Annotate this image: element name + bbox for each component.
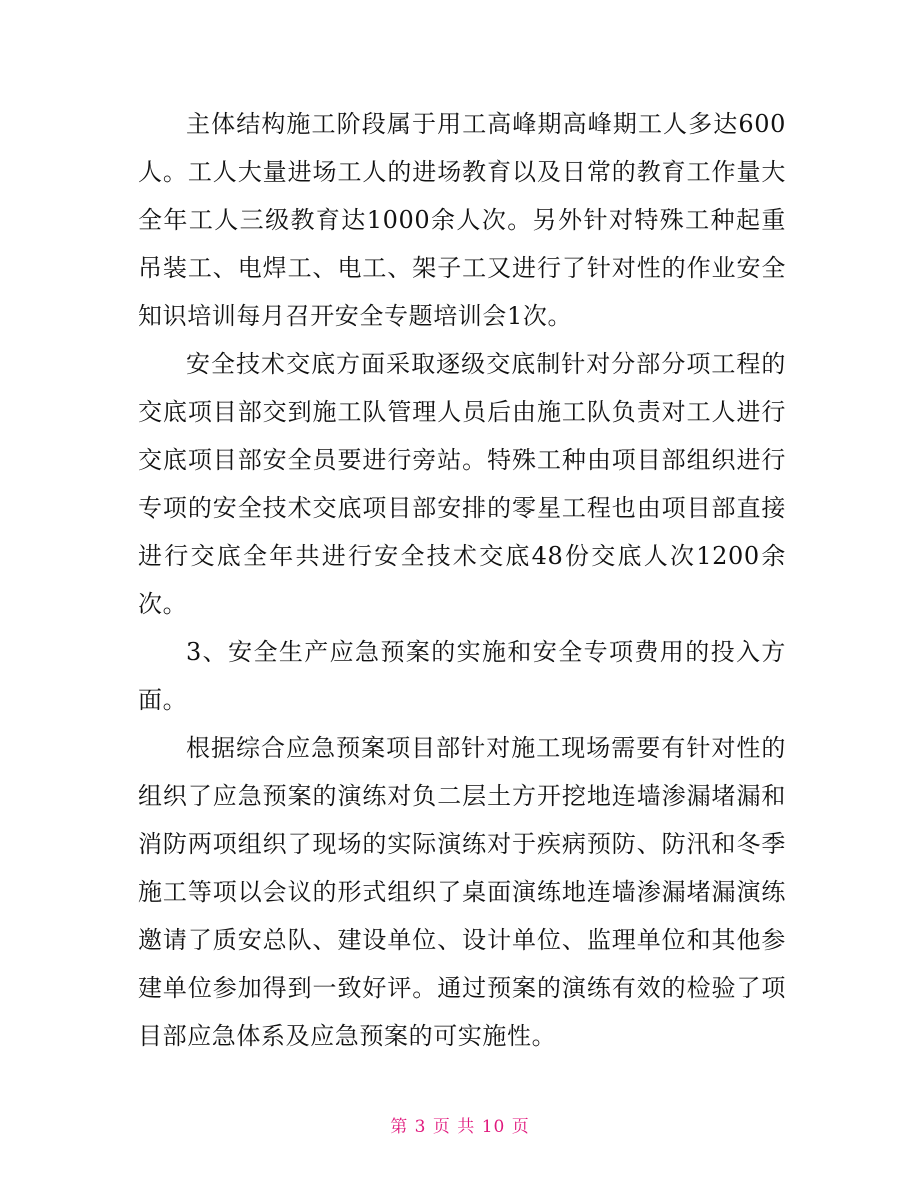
paragraph-emergency-plan: 根据综合应急预案项目部针对施工现场需要有针对性的组织了应急预案的演练对负二层土方开挖地连墙渗漏堵漏和消防两项组织了现场的实际演练对于疾病预防、防汛和冬季施工等项以会议的形式组织了桌面演练地连墙渗漏堵漏演练邀请了质安总队、建设单位、设计单位、监理单位和其他参建单位参加得到一致好评。通过预案的演练有效的检验了项目部应急体系及应急预案的可实施性。: [138, 734, 786, 1050]
paragraph-training: 主体结构施工阶段属于用工高峰期高峰期工人多达600人。工人大量进场工人的进场教育以及日常的教育工作量大全年工人三级教育达1000余人次。另外针对特殊工种起重吊装工、电焊工、电工、架子工又进行了针对性的作业安全知识培训每月召开安全专题培训会1次。: [138, 110, 786, 330]
paragraph-section-heading: 3、安全生产应急预案的实施和安全专项费用的投入方面。: [138, 638, 786, 714]
page-number-footer: 第 3 页 共 10 页: [390, 1117, 530, 1137]
paragraph-safety-briefing: 安全技术交底方面采取逐级交底制针对分部分项工程的交底项目部交到施工队管理人员后由施工队负责对工人进行交底项目部安全员要进行旁站。特殊工种由项目部组织进行专项的安全技术交底项目部安排的零星工程也由项目部直接进行交底全年共进行安全技术交底48份交底人次1200余次。: [138, 350, 786, 618]
document-body: [138, 100, 786, 1060]
